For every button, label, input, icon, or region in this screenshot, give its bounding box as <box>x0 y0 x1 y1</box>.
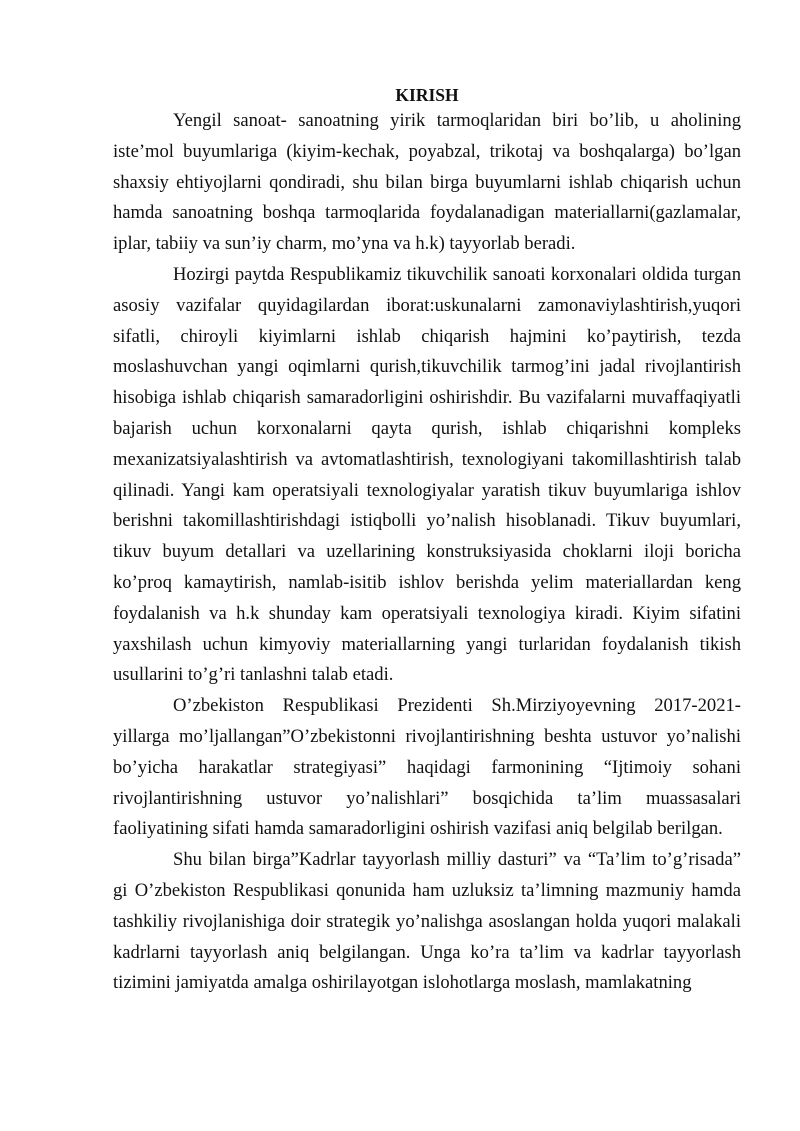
document-title: KIRISH <box>395 85 459 105</box>
paragraph-tasks: Hozirgi paytda Respublikamiz tikuvchilik sanoati korxonalari oldida turgan asosiy vazifalar quyidagilardan iborat:uskunalarni zamonaviylashtirish,yuqori sifatli, chiroyli kiyimlarni ishlab chiqarish hajmini ko’paytirish, tezda moslashuvchan yangi oqimlarni qurish,tikuvchilik tarmog’ini jadal rivojlantirish hisobiga ishlab chiqarish samaradorligini oshirishdir. Bu vazifalarni muvaffaqiyatli bajarish uchun korxonalarni qayta qurish, ishlab chiqarishni kompleks mexanizatsiyalashtirish va avtomatlashtirish, texnologiyani takomillashtirish talab qilinadi. Yangi kam operatsiyali texnologiyalar yaratish tikuv buyumlariga ishlov berishni takomillashtirishdagi istiqbolli yo’nalish hisoblanadi. Tikuv buyumlari, tikuv buyum detallari va uzellarining konstruksiyasida choklarni iloji boricha ko’proq kamaytirish, namlab-isitib ishlov berishda yelim materiallardan keng foydalanish va h.k shunday kam operatsiyali texnologiya kiradi. Kiyim sifatini yaxshilash uchun kimyoviy materiallarning yangi turlaridan foydalanish tikish usullarini to’g’ri tanlashni talab etadi. <box>113 263 741 686</box>
paragraph-intro: Yengil sanoat- sanoatning yirik tarmoqlaridan biri bo’lib, u aholining iste’mol buyumlariga (kiyim-kechak, poyabzal, trikotaj va boshqalarga) bo’lgan shaxsiy ehtiyojlarni qondiradi, shu bilan birga buyumlarni ishlab chiqarish uchun hamda sanoatning boshqa tarmoqlarida foydalanadigan materiallarni(gazlamalar, iplar, tabiiy va sun’iy charm, mo’yna va h.k) tayyorlab beradi. <box>113 110 741 255</box>
paragraph-president-decree: O’zbekiston Respublikasi Prezidenti Sh.Mirziyoyevning 2017-2021-yillarga mo’ljallangan”O’zbekistonni rivojlantirishning beshta ustuvor yo’nalishi bo’yicha harakatlar strategiyasi” haqidagi farmonining “Ijtimoiy sohani rivojlantirishning ustuvor yo’nalishlari” bosqichida ta’lim muassasalari faoliyatining sifati hamda samaradorligini oshirish vazifasi aniq belgilab berilgan. <box>113 695 741 840</box>
paragraph-cadre-program: Shu bilan birga”Kadrlar tayyorlash milliy dasturi” va “Ta’lim to’g’risada” gi O’zbekiston Respublikasi qonunida ham uzluksiz ta’limning mazmuniy hamda tashkiliy rivojlanishiga doir strategik yo’nalishga asoslangan holda yuqori malakali kadrlarni tayyorlash aniq belgilangan. Unga ko’ra ta’lim va kadrlar tayyorlash tizimini jamiyatda amalga oshirilayotgan islohotlarga moslash, mamlakatning <box>113 849 741 994</box>
document-body <box>113 84 741 999</box>
